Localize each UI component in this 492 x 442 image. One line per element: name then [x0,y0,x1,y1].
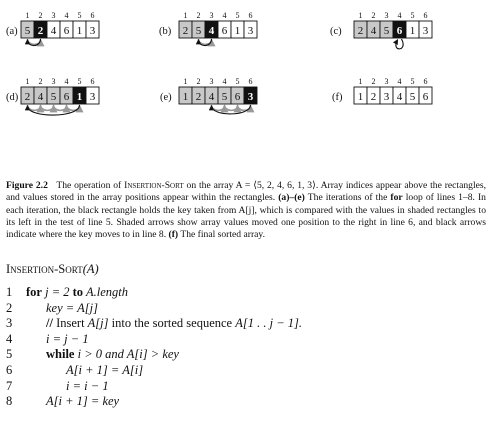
array-value: 5 [383,25,390,37]
array-index: 3 [384,77,389,86]
array-value: 5 [50,91,57,103]
array-index: 5 [235,77,240,86]
array-value: 3 [89,25,96,37]
figure-caption [6,180,486,241]
array-index: 4 [397,11,402,20]
array-index: 5 [77,11,82,20]
array-index: 6 [90,11,95,20]
key-arrow [396,39,403,49]
array-index: 4 [222,11,227,20]
array-index: 2 [38,11,43,20]
insertion-sort-figure [0,0,492,140]
panel-label: (a) [6,26,18,37]
array-value: 5 [409,91,416,103]
array-index: 2 [196,11,201,20]
caption-f-label: (f) [168,229,179,241]
array-value: 3 [247,25,254,37]
code-token: A[1 . . j − 1]. [235,316,302,331]
array-value: 1 [182,91,189,103]
array-value: 1 [76,25,83,37]
code-token: i = j − 1 [46,331,89,346]
algorithm-param: (A) [82,262,99,276]
array-value: 4 [208,91,215,103]
array-value: 4 [50,25,57,37]
array-value: 6 [396,25,403,37]
panel-label: (e) [160,92,172,103]
code-token: A[i] > key [126,347,179,362]
array-index: 6 [248,11,253,20]
array-value: 5 [221,91,228,103]
array-index: 1 [183,11,188,20]
panel-label: (c) [330,26,342,37]
array-index: 5 [235,11,240,20]
array-index: 4 [64,11,69,20]
code-token: A[i + 1] = key [46,394,120,409]
array-index: 3 [51,77,56,86]
caption-text-5: The final sorted array. [180,229,265,241]
code-token: for [26,285,42,299]
caption-figure-label: Figure 2.2 [6,180,48,191]
array-index: 2 [371,11,376,20]
line-number: 4 [6,331,13,346]
array-index: 1 [25,11,30,20]
panel-label: (d) [6,92,19,103]
array-index: 3 [209,11,214,20]
array-value: 4 [208,25,215,37]
array-index: 5 [410,11,415,20]
line-number: 8 [6,394,13,409]
code-token: A.length [83,285,128,299]
array-value: 3 [383,91,390,103]
array-index: 1 [358,77,363,86]
line-number: 3 [6,316,13,331]
code-token: A[j] [87,316,109,331]
code-token: j = 2 [41,285,73,299]
array-index: 1 [25,77,30,86]
array-index: 4 [397,77,402,86]
line-code [46,347,179,362]
code-token: i = i − 1 [66,378,109,393]
line-number: 5 [6,347,13,362]
panel-label: (f) [332,92,343,103]
array-value: 4 [370,25,377,37]
array-index: 6 [423,77,428,86]
array-index: 3 [384,11,389,20]
array-value: 6 [234,91,241,103]
shift-arrow [54,105,67,110]
line-number: 2 [6,300,13,315]
array-index: 2 [371,77,376,86]
shift-arrow [41,105,54,110]
line-code [46,316,302,331]
array-index: 3 [51,11,56,20]
array-value: 2 [24,91,31,103]
array-value: 2 [370,91,377,103]
code-token: to [72,285,84,299]
array-value: 5 [24,25,31,37]
caption-text-1: The operation of [56,180,122,191]
array-index: 5 [410,77,415,86]
line-number: 6 [6,362,13,377]
code-token: // [46,316,53,331]
algorithm-name: Insertion-Sort [6,262,83,276]
array-index: 2 [196,77,201,86]
line-number: 7 [6,378,13,393]
array-index: 6 [248,77,253,86]
array-value: 2 [357,25,364,37]
array-value: 6 [422,91,429,103]
array-index: 5 [77,77,82,86]
array-value: 5 [195,25,202,37]
code-token: i > 0 and [74,347,127,362]
array-value: 1 [409,25,416,37]
algorithm-title [6,262,99,277]
code-token: key = A[j] [46,300,98,315]
array-index: 1 [183,77,188,86]
key-arrow [212,105,251,114]
array-index: 2 [38,77,43,86]
array-value: 4 [396,91,403,103]
array-value: 2 [195,91,202,103]
array-index: 6 [90,77,95,86]
code-token: into the sorted sequence [108,316,236,331]
line-number: 1 [6,285,13,299]
array-value: 6 [221,25,228,37]
line-code [46,332,89,347]
caption-text-3: The iterations of the [307,192,388,204]
line-code [66,363,143,378]
shift-arrow [225,105,238,110]
code-token: A[i + 1] = A[i] [66,362,144,377]
caption-text-2: on the array A = ⟨5, 2, 4, 6, 1, 3⟩. Array indices appear above the rectangles, and values stored in the array positions appear within the rectangles. [6,180,486,204]
code-token: while [46,347,75,362]
array-value: 1 [234,25,241,37]
code-token: Insert [52,316,88,331]
caption-text-4: loop of lines 1–8. In each iteration, the black rectangle holds the key taken from A[j], which is compared with the values in shaded rectangles to its left in the test of line 5. Shaded arrows show array values moved one position to the right in line 6, and black arrows indicate where the key moves to in line 8. [6,192,486,241]
array-index: 3 [209,77,214,86]
array-value: 2 [182,25,189,37]
array-value: 3 [247,91,254,103]
array-value: 3 [89,91,96,103]
line-code [46,301,98,316]
array-value: 6 [63,91,70,103]
array-value: 1 [76,91,83,103]
array-index: 6 [423,11,428,20]
caption-for-keyword: for [390,192,403,204]
caption-ae-label: (a)–(e) [278,192,305,204]
array-index: 4 [64,77,69,86]
array-value: 4 [37,91,44,103]
array-value: 1 [357,91,364,103]
array-value: 2 [37,25,44,37]
array-value: 3 [422,25,429,37]
panel-label: (b) [159,26,172,37]
line-code [66,379,109,394]
array-index: 1 [358,11,363,20]
line-code [46,394,119,409]
array-index: 4 [222,77,227,86]
line-code [26,285,128,300]
caption-algo-name: Insertion-Sort [124,180,184,191]
array-value: 6 [63,25,70,37]
